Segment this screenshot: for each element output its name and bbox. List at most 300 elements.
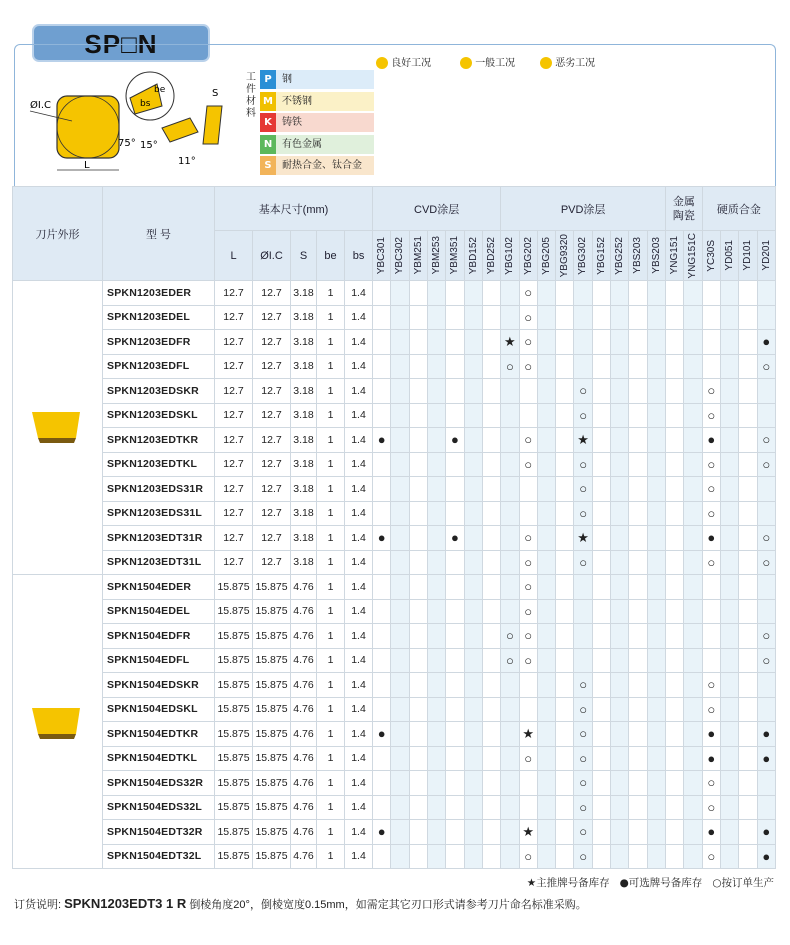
dim-cell: 1 bbox=[317, 648, 345, 673]
grade-cell bbox=[666, 379, 684, 404]
grade-cell: ● bbox=[757, 820, 775, 845]
grade-cell bbox=[666, 599, 684, 624]
grade-cell bbox=[647, 330, 665, 355]
angle2-label: 15° bbox=[140, 140, 158, 151]
be-label: be bbox=[154, 85, 166, 95]
grade-cell bbox=[464, 477, 482, 502]
grade-cell bbox=[684, 330, 702, 355]
grade-cell bbox=[647, 599, 665, 624]
dim-cell: 1 bbox=[317, 477, 345, 502]
grade-header: YBM251 bbox=[409, 231, 427, 281]
grade-cell: ● bbox=[702, 746, 720, 771]
grade-cell bbox=[592, 477, 610, 502]
grade-cell bbox=[446, 624, 464, 649]
grade-cell bbox=[391, 722, 409, 747]
table-row bbox=[13, 526, 776, 551]
grade-cell bbox=[427, 746, 445, 771]
grade-cell: ○ bbox=[702, 771, 720, 796]
grade-cell bbox=[464, 697, 482, 722]
grade-cell bbox=[409, 624, 427, 649]
grade-cell bbox=[464, 648, 482, 673]
dim-cell: 1.4 bbox=[345, 599, 373, 624]
grade-cell bbox=[611, 697, 629, 722]
legend-bad bbox=[540, 54, 595, 69]
grade-cell bbox=[720, 795, 738, 820]
grade-cell bbox=[666, 624, 684, 649]
grade-cell: ○ bbox=[757, 428, 775, 453]
grade-cell bbox=[629, 379, 647, 404]
grade-cell bbox=[592, 403, 610, 428]
grade-cell bbox=[666, 746, 684, 771]
grade-cell bbox=[556, 697, 574, 722]
grade-cell bbox=[409, 354, 427, 379]
dim-cell: 1.4 bbox=[345, 477, 373, 502]
grade-cell bbox=[647, 722, 665, 747]
grade-cell bbox=[427, 844, 445, 869]
grade-cell bbox=[739, 575, 757, 600]
grade-cell bbox=[464, 281, 482, 306]
header-cvd: CVD涂层 bbox=[373, 187, 501, 231]
dim-cell: 12.7 bbox=[253, 330, 291, 355]
grade-cell bbox=[519, 379, 537, 404]
grade-cell: ○ bbox=[702, 477, 720, 502]
grade-cell bbox=[647, 820, 665, 845]
grade-cell bbox=[373, 795, 391, 820]
grade-cell bbox=[647, 354, 665, 379]
dim-cell: 15.875 bbox=[253, 722, 291, 747]
grade-cell bbox=[391, 526, 409, 551]
grade-cell bbox=[647, 697, 665, 722]
material-matrix bbox=[260, 70, 776, 178]
grade-cell bbox=[519, 673, 537, 698]
material-name: 钢 bbox=[282, 74, 292, 85]
grade-cell bbox=[391, 697, 409, 722]
grade-header: YNG151C bbox=[684, 231, 702, 281]
dim-cell: 12.7 bbox=[253, 403, 291, 428]
grade-cell bbox=[702, 575, 720, 600]
grade-cell bbox=[446, 575, 464, 600]
grade-cell: ○ bbox=[757, 526, 775, 551]
grade-cell bbox=[720, 428, 738, 453]
product-table-wrap bbox=[12, 186, 776, 872]
grade-cell bbox=[409, 575, 427, 600]
footer-legend bbox=[527, 875, 774, 890]
grade-cell bbox=[391, 746, 409, 771]
material-code-badge: N bbox=[260, 135, 276, 154]
grade-cell: ● bbox=[757, 746, 775, 771]
grade-cell bbox=[647, 526, 665, 551]
grade-cell bbox=[501, 673, 519, 698]
grade-cell bbox=[629, 648, 647, 673]
grade-cell bbox=[629, 722, 647, 747]
grade-cell bbox=[592, 697, 610, 722]
dim-cell: 12.7 bbox=[215, 403, 253, 428]
grade-cell bbox=[629, 330, 647, 355]
table-row bbox=[13, 599, 776, 624]
grade-cell bbox=[666, 575, 684, 600]
grade-cell: ○ bbox=[519, 330, 537, 355]
grade-cell bbox=[373, 746, 391, 771]
dim-cell: 1.4 bbox=[345, 550, 373, 575]
grade-header: YD051 bbox=[720, 231, 738, 281]
dim-cell: 12.7 bbox=[215, 281, 253, 306]
dim-cell: 1 bbox=[317, 428, 345, 453]
grade-cell bbox=[592, 844, 610, 869]
grade-cell bbox=[720, 697, 738, 722]
grade-cell bbox=[666, 673, 684, 698]
grade-cell: ○ bbox=[519, 599, 537, 624]
grade-cell bbox=[373, 477, 391, 502]
dim-cell: 1 bbox=[317, 281, 345, 306]
grade-cell bbox=[537, 746, 555, 771]
dim-cell: 1 bbox=[317, 844, 345, 869]
grade-header: YBD152 bbox=[464, 231, 482, 281]
grade-cell bbox=[757, 501, 775, 526]
model-cell: SPKN1504EDSKL bbox=[103, 697, 215, 722]
grade-cell: ● bbox=[757, 844, 775, 869]
grade-cell bbox=[537, 722, 555, 747]
grade-cell bbox=[666, 403, 684, 428]
legend-good bbox=[376, 54, 431, 69]
grade-cell bbox=[464, 575, 482, 600]
dim-cell: 15.875 bbox=[253, 624, 291, 649]
grade-cell bbox=[684, 844, 702, 869]
grade-cell: ○ bbox=[574, 673, 592, 698]
grade-cell bbox=[482, 624, 500, 649]
grade-cell bbox=[427, 501, 445, 526]
grade-cell bbox=[537, 477, 555, 502]
grade-cell bbox=[409, 477, 427, 502]
grade-cell bbox=[482, 771, 500, 796]
grade-cell bbox=[666, 354, 684, 379]
material-name: 不锈钢 bbox=[282, 95, 312, 107]
table-row bbox=[13, 673, 776, 698]
grade-cell bbox=[482, 575, 500, 600]
grade-cell bbox=[739, 354, 757, 379]
table-row bbox=[13, 379, 776, 404]
grade-cell bbox=[556, 599, 574, 624]
dim-cell: 12.7 bbox=[253, 452, 291, 477]
model-cell: SPKN1203EDEL bbox=[103, 305, 215, 330]
grade-cell bbox=[427, 403, 445, 428]
grade-cell bbox=[373, 501, 391, 526]
grade-header: YD201 bbox=[757, 231, 775, 281]
table-row bbox=[13, 281, 776, 306]
grade-cell bbox=[464, 501, 482, 526]
grade-cell bbox=[702, 281, 720, 306]
grade-cell bbox=[702, 354, 720, 379]
grade-cell bbox=[592, 550, 610, 575]
grade-cell: ○ bbox=[519, 550, 537, 575]
grade-cell bbox=[482, 428, 500, 453]
dim-cell: 1 bbox=[317, 722, 345, 747]
grade-cell bbox=[592, 330, 610, 355]
grade-cell bbox=[611, 550, 629, 575]
grade-cell bbox=[739, 697, 757, 722]
grade-cell bbox=[537, 673, 555, 698]
grade-cell bbox=[391, 379, 409, 404]
grade-cell: ○ bbox=[501, 624, 519, 649]
order-sep: ， bbox=[249, 899, 261, 911]
grade-cell: ○ bbox=[574, 771, 592, 796]
grade-cell bbox=[501, 281, 519, 306]
dim-cell: 15.875 bbox=[215, 648, 253, 673]
dim-cell: 1.4 bbox=[345, 795, 373, 820]
table-row bbox=[13, 330, 776, 355]
material-label: 工件材料 bbox=[246, 72, 256, 119]
grade-cell bbox=[611, 820, 629, 845]
dim-cell: 3.18 bbox=[291, 379, 317, 404]
grade-cell bbox=[373, 673, 391, 698]
grade-cell bbox=[666, 428, 684, 453]
grade-cell bbox=[684, 575, 702, 600]
material-code-badge: S bbox=[260, 156, 276, 175]
dim-cell: 12.7 bbox=[215, 354, 253, 379]
grade-cell bbox=[501, 305, 519, 330]
grade-cell bbox=[537, 354, 555, 379]
grade-cell: ○ bbox=[519, 844, 537, 869]
grade-cell bbox=[446, 599, 464, 624]
grade-cell: ○ bbox=[519, 452, 537, 477]
grade-cell bbox=[629, 550, 647, 575]
header-cermet-label: 金属陶瓷 bbox=[672, 195, 695, 222]
dim-cell: 1 bbox=[317, 452, 345, 477]
grade-cell bbox=[720, 330, 738, 355]
grade-cell bbox=[519, 697, 537, 722]
grade-cell: ● bbox=[702, 722, 720, 747]
table-row bbox=[13, 746, 776, 771]
dim-cell: 1 bbox=[317, 379, 345, 404]
grade-cell bbox=[592, 428, 610, 453]
grade-cell bbox=[720, 624, 738, 649]
dim-cell: 1.4 bbox=[345, 624, 373, 649]
grade-cell bbox=[720, 281, 738, 306]
grade-cell bbox=[446, 501, 464, 526]
grade-cell bbox=[464, 428, 482, 453]
grade-cell bbox=[629, 624, 647, 649]
dim-cell: 4.76 bbox=[291, 575, 317, 600]
grade-cell bbox=[739, 722, 757, 747]
grade-cell bbox=[427, 305, 445, 330]
grade-cell bbox=[537, 305, 555, 330]
grade-cell bbox=[373, 403, 391, 428]
order-note bbox=[14, 896, 587, 912]
grade-cell bbox=[391, 771, 409, 796]
material-row-n bbox=[260, 135, 374, 154]
dim-cell: 12.7 bbox=[215, 550, 253, 575]
grade-cell bbox=[647, 844, 665, 869]
grade-cell bbox=[427, 673, 445, 698]
dim-cell: 15.875 bbox=[253, 697, 291, 722]
dim-cell: 1 bbox=[317, 820, 345, 845]
table-row bbox=[13, 403, 776, 428]
grade-cell bbox=[519, 501, 537, 526]
dim-cell: 1 bbox=[317, 771, 345, 796]
grade-cell bbox=[501, 844, 519, 869]
model-cell: SPKN1504EDEL bbox=[103, 599, 215, 624]
grade-cell bbox=[684, 379, 702, 404]
material-code-badge: P bbox=[260, 70, 276, 89]
grade-cell bbox=[702, 330, 720, 355]
grade-cell bbox=[427, 722, 445, 747]
grade-cell bbox=[592, 281, 610, 306]
grade-cell bbox=[739, 673, 757, 698]
grade-cell bbox=[409, 281, 427, 306]
grade-cell bbox=[537, 281, 555, 306]
material-code-badge: M bbox=[260, 92, 276, 111]
grade-cell bbox=[391, 624, 409, 649]
grade-cell bbox=[574, 281, 592, 306]
grade-cell bbox=[464, 550, 482, 575]
grade-cell: ○ bbox=[757, 354, 775, 379]
grade-cell bbox=[556, 795, 574, 820]
l-label: L bbox=[84, 160, 90, 171]
dim-cell: 15.875 bbox=[215, 673, 253, 698]
dim-cell: 3.18 bbox=[291, 281, 317, 306]
grade-cell bbox=[684, 305, 702, 330]
grade-cell: ○ bbox=[702, 844, 720, 869]
dim-cell: 12.7 bbox=[215, 305, 253, 330]
grade-cell bbox=[556, 526, 574, 551]
table-row bbox=[13, 305, 776, 330]
bs-label: bs bbox=[140, 99, 151, 109]
grade-cell bbox=[537, 403, 555, 428]
dim-cell: 15.875 bbox=[215, 722, 253, 747]
grade-cell: ○ bbox=[501, 354, 519, 379]
header-carbide: 硬质合金 bbox=[702, 187, 775, 231]
grade-cell bbox=[519, 795, 537, 820]
grade-cell bbox=[427, 281, 445, 306]
grade-cell bbox=[464, 526, 482, 551]
grade-cell bbox=[666, 550, 684, 575]
grade-cell bbox=[427, 379, 445, 404]
grade-cell bbox=[391, 354, 409, 379]
dim-cell: 1 bbox=[317, 697, 345, 722]
model-cell: SPKN1504EDTKL bbox=[103, 746, 215, 771]
grade-cell bbox=[501, 428, 519, 453]
grade-cell: ○ bbox=[519, 354, 537, 379]
grade-cell bbox=[757, 673, 775, 698]
grade-cell bbox=[592, 746, 610, 771]
grade-cell bbox=[373, 771, 391, 796]
grade-cell bbox=[592, 648, 610, 673]
grade-cell bbox=[373, 648, 391, 673]
grade-cell bbox=[482, 281, 500, 306]
header-shape: 刀片外形 bbox=[13, 187, 103, 281]
dim-cell: 12.7 bbox=[215, 428, 253, 453]
grade-cell bbox=[537, 550, 555, 575]
grade-cell bbox=[556, 624, 574, 649]
grade-cell bbox=[666, 820, 684, 845]
grade-cell bbox=[647, 550, 665, 575]
header-pvd: PVD涂层 bbox=[501, 187, 666, 231]
grade-cell bbox=[684, 477, 702, 502]
grade-cell bbox=[684, 795, 702, 820]
grade-cell bbox=[556, 648, 574, 673]
grade-header: YBM351 bbox=[446, 231, 464, 281]
grade-cell bbox=[409, 403, 427, 428]
grade-cell bbox=[666, 844, 684, 869]
grade-cell bbox=[720, 354, 738, 379]
dim-cell: 15.875 bbox=[253, 648, 291, 673]
insert-diagram bbox=[22, 66, 244, 184]
grade-cell bbox=[720, 771, 738, 796]
grade-cell: ● bbox=[757, 330, 775, 355]
material-row-k bbox=[260, 113, 374, 132]
model-cell: SPKN1203EDSKR bbox=[103, 379, 215, 404]
material-name: 有色金属 bbox=[282, 138, 322, 150]
grade-cell bbox=[409, 428, 427, 453]
grade-cell: ○ bbox=[574, 403, 592, 428]
table-row bbox=[13, 624, 776, 649]
grade-cell bbox=[666, 795, 684, 820]
material-row-p bbox=[260, 70, 374, 89]
grade-cell bbox=[574, 354, 592, 379]
grade-cell bbox=[720, 648, 738, 673]
grade-cell bbox=[611, 599, 629, 624]
dim-cell: 15.875 bbox=[253, 795, 291, 820]
dim-cell: 3.18 bbox=[291, 550, 317, 575]
grade-cell: ○ bbox=[757, 648, 775, 673]
grade-header: YD101 bbox=[739, 231, 757, 281]
grade-cell: ○ bbox=[519, 281, 537, 306]
grade-cell bbox=[647, 452, 665, 477]
dim-cell: 1 bbox=[317, 673, 345, 698]
grade-header: YBG302 bbox=[574, 231, 592, 281]
grade-cell bbox=[720, 550, 738, 575]
dim-cell: 12.7 bbox=[253, 477, 291, 502]
insert-image-1504 bbox=[30, 706, 82, 740]
legend-bad-label: 恶劣工况 bbox=[555, 58, 596, 69]
dim-cell: 3.18 bbox=[291, 428, 317, 453]
dim-cell: 1 bbox=[317, 624, 345, 649]
dim-cell: 3.18 bbox=[291, 477, 317, 502]
grade-cell bbox=[611, 673, 629, 698]
grade-cell bbox=[702, 648, 720, 673]
grade-cell bbox=[647, 281, 665, 306]
model-cell: SPKN1504EDT32R bbox=[103, 820, 215, 845]
grade-cell bbox=[482, 330, 500, 355]
grade-cell bbox=[446, 305, 464, 330]
dim-cell: 4.76 bbox=[291, 771, 317, 796]
grade-cell bbox=[720, 526, 738, 551]
grade-cell bbox=[427, 624, 445, 649]
grade-header: YBS203 bbox=[629, 231, 647, 281]
grade-cell: ○ bbox=[501, 648, 519, 673]
grade-cell bbox=[373, 599, 391, 624]
grade-cell bbox=[409, 648, 427, 673]
grade-cell bbox=[464, 305, 482, 330]
legend-dot: ●可选牌号备库存 bbox=[619, 877, 703, 889]
dim-cell: 15.875 bbox=[253, 746, 291, 771]
grade-cell bbox=[611, 526, 629, 551]
dim-cell: 15.875 bbox=[215, 599, 253, 624]
side-detail bbox=[162, 118, 198, 142]
dim-cell: 15.875 bbox=[253, 599, 291, 624]
grade-cell bbox=[592, 673, 610, 698]
product-table bbox=[12, 186, 776, 869]
grade-cell bbox=[446, 673, 464, 698]
grade-cell bbox=[556, 575, 574, 600]
grade-cell bbox=[373, 305, 391, 330]
grade-cell bbox=[739, 526, 757, 551]
grade-cell bbox=[556, 403, 574, 428]
grade-cell bbox=[611, 771, 629, 796]
header-cermet bbox=[666, 187, 703, 231]
dim-cell: 4.76 bbox=[291, 820, 317, 845]
grade-cell bbox=[666, 648, 684, 673]
grade-cell bbox=[427, 697, 445, 722]
